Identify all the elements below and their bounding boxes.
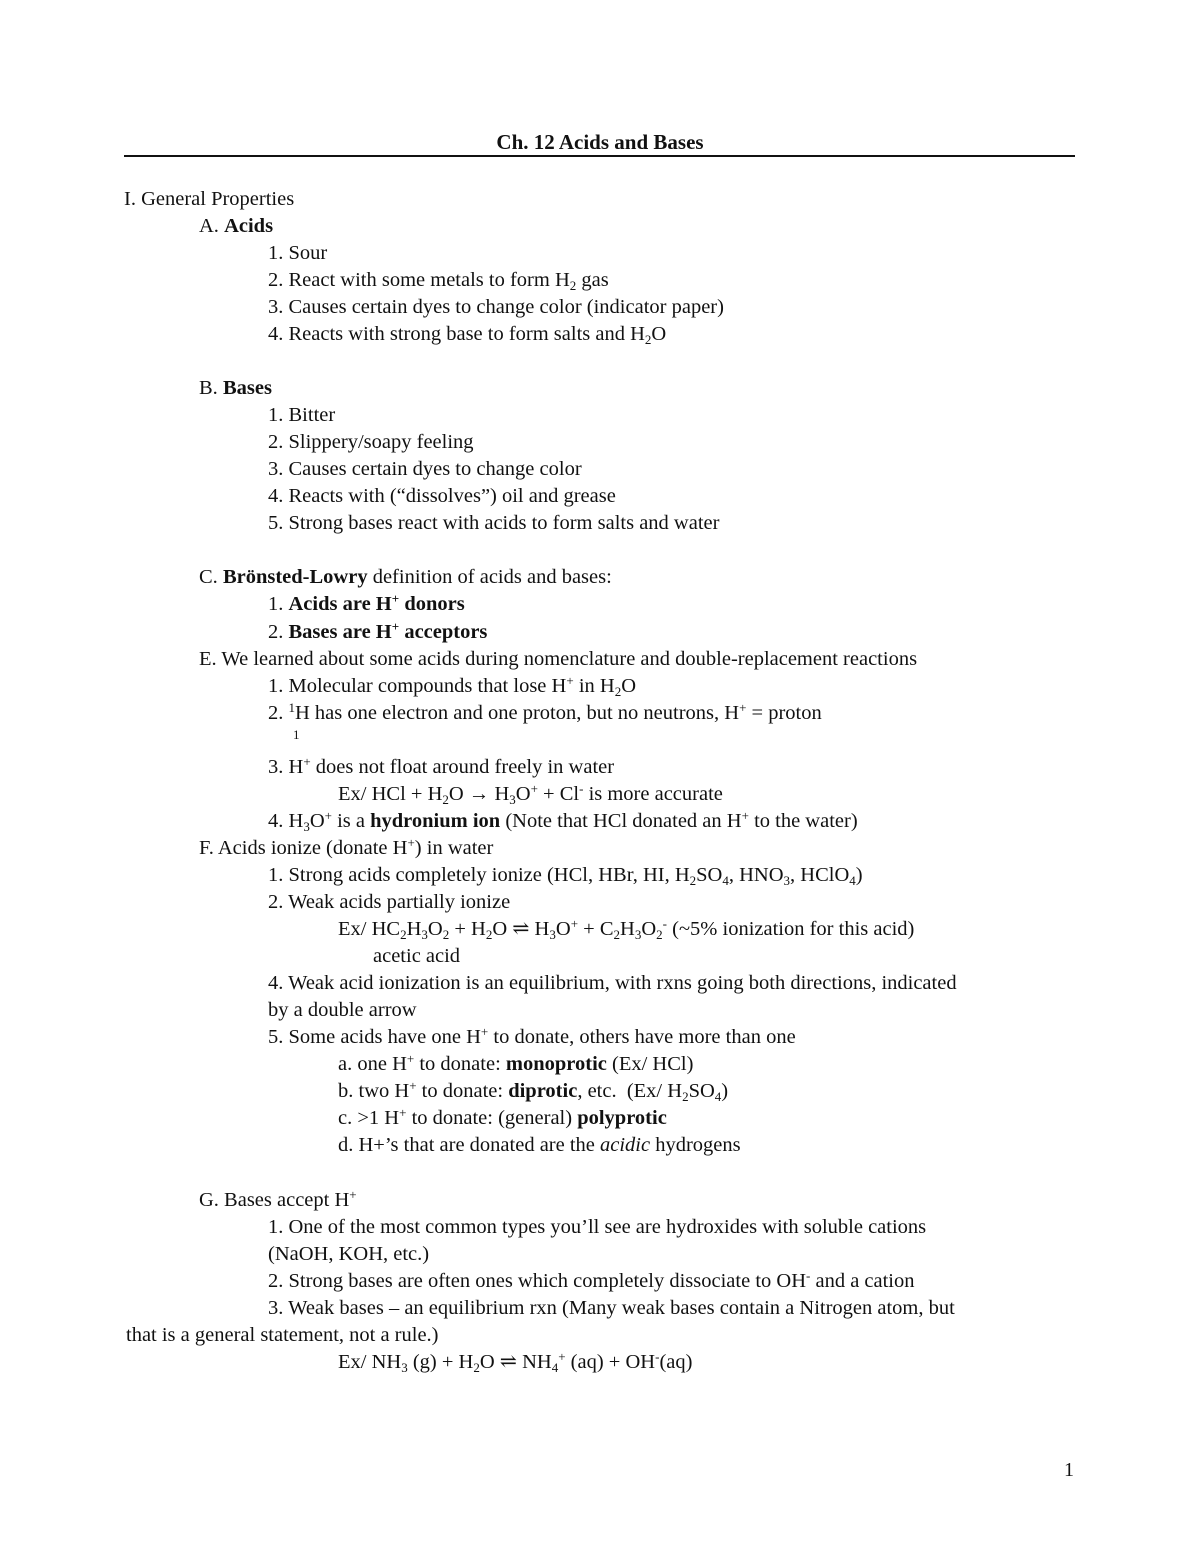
page-number: 1	[1064, 1459, 1074, 1481]
sub-list-item: d. H+’s that are donated are the acidic hydrogens	[338, 1134, 741, 1156]
equation: Ex/ HCl + $H_2O \to H_3O^+ + Cl^-$ is more accurate	[338, 781, 723, 807]
list-item-continued: (NaOH, KOH, etc.)	[268, 1243, 430, 1265]
subsection-heading: F. Acids ionize (donate H+) in water	[199, 835, 494, 859]
sub-list-item: b. two H+ to donate: diprotic, etc. (Ex/ $H_2SO_4$)	[338, 1078, 729, 1104]
equation: Ex/ $NH_3$ $(g) + H_2O$ ⇌ $NH_4^+$ (aq) + OH-(aq)	[338, 1349, 693, 1375]
list-item: 2. Strong bases are often ones which completely dissociate to OH- and a cation	[268, 1268, 915, 1292]
list-item: 3. Causes certain dyes to change color	[268, 458, 582, 480]
list-item: 1. Sour	[268, 242, 328, 264]
list-item-continued: that is a general statement, not a rule.)	[126, 1324, 439, 1346]
section-heading: I. General Properties	[124, 188, 295, 210]
title-rule	[124, 155, 1075, 157]
list-item: 1. Acids are H+ donors	[268, 591, 465, 615]
page-title: Ch. 12 Acids and Bases	[496, 130, 704, 154]
list-item: 1. Bitter	[268, 404, 336, 426]
subsection-heading: E. We learned about some acids during nomenclature and double-replacement reactions	[199, 648, 918, 670]
list-item: 2. Slippery/soapy feeling	[268, 431, 474, 453]
list-item: 4. Reacts with (“dissolves”) oil and grease	[268, 485, 616, 507]
list-item: 3. H+ does not float around freely in water	[268, 754, 615, 778]
list-item: 2. Weak acids partially ionize	[268, 891, 511, 913]
sub-list-item: c. >1 H+ to donate: (general) polyprotic	[338, 1105, 667, 1129]
subscript-annotation: 1	[293, 727, 300, 742]
list-item: 4. Weak acid ionization is an equilibrium, with rxns going both directions, indicated	[268, 972, 957, 994]
list-item-continued: by a double arrow	[268, 999, 417, 1021]
list-item: 5. Some acids have one H+ to donate, others have more than one	[268, 1024, 796, 1048]
list-item: 1. One of the most common types you’ll see are hydroxides with soluble cations	[268, 1216, 927, 1238]
list-item: 4. $H_3O^+$ is a hydronium ion (Note that HCl donated an H+ to the water)	[268, 808, 858, 834]
list-item: 3. Causes certain dyes to change color (indicator paper)	[268, 296, 724, 318]
list-item: 5. Strong bases react with acids to form salts and water	[268, 512, 720, 534]
subsection-heading: C. Brönsted-Lowry definition of acids and bases:	[199, 566, 612, 588]
list-item: 1. Strong acids completely ionize (HCl, HBr, HI, $H_2SO_4$, $HNO_3$, HClO$_4$)	[268, 864, 863, 888]
subsection-heading: B. Bases	[199, 377, 272, 399]
list-item: 2. $^1$H has one electron and one proton, but no neutrons, H+ = proton	[268, 700, 822, 724]
equation: Ex/ $HC_2H_3O_2 + H_2O$ ⇌ $H_3O^+ + C_2H_3O_2^-$ (~5% ionization for this acid)	[338, 916, 915, 942]
list-item: 3. Weak bases – an equilibrium rxn (Many weak bases contain a Nitrogen atom, but	[268, 1297, 955, 1319]
list-item: 4. Reacts with strong base to form salts and $H_2O$	[268, 323, 667, 347]
equation-label: acetic acid	[373, 945, 461, 967]
subsection-heading: G. Bases accept H+	[199, 1187, 357, 1211]
sub-list-item: a. one H+ to donate: monoprotic (Ex/ HCl)	[338, 1051, 694, 1075]
list-item: 2. React with some metals to form $H_2$ gas	[268, 269, 609, 293]
list-item: 1. Molecular compounds that lose H+ in $H_2O$	[268, 673, 636, 699]
subsection-heading: A. Acids	[199, 215, 274, 237]
list-item: 2. Bases are H+ acceptors	[268, 619, 488, 643]
